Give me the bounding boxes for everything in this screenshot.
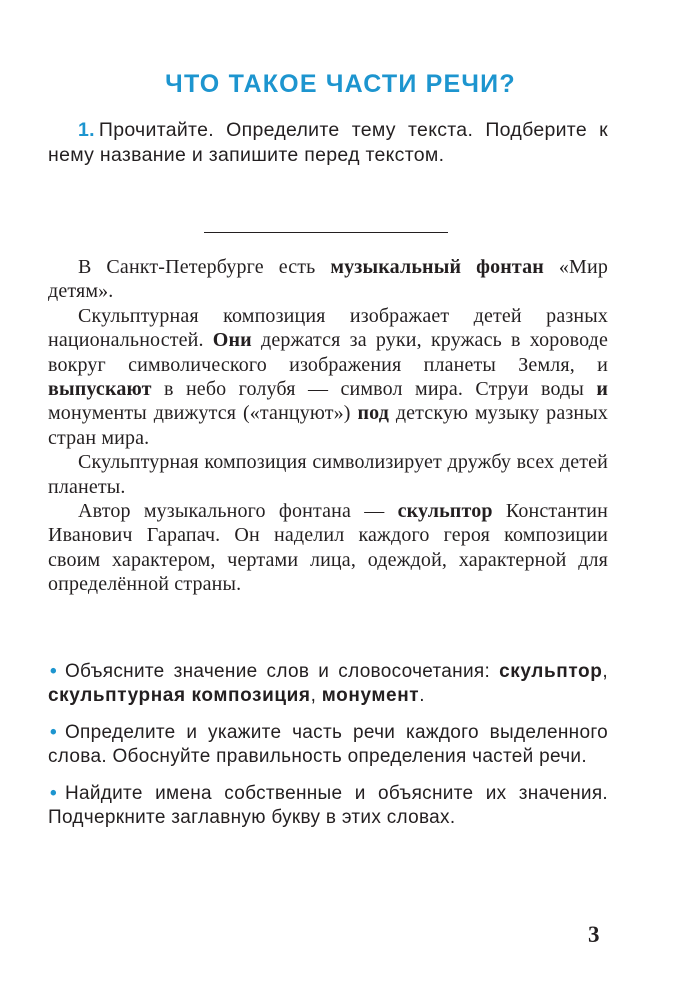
bullet-item-2 [48,721,608,770]
text-run: монументы движутся («танцуют») [48,402,358,425]
text-run: в небо голубя — символ мира. Струи воды [151,378,597,401]
text-run: Определите и укажите часть речи каждого выделенного слова. Обоснуйте правильность определения частей речи. [48,721,608,768]
story-paragraph-1 [48,255,608,304]
text-run: держатся за руки, кружась в хороводе вокруг символического изображения планеты Земля, и [48,329,608,376]
task-1 [48,118,608,168]
text-run: «Мир детям». [48,256,608,303]
highlighted-word: выпускают [48,378,152,401]
bullet-item-3 [48,782,608,831]
text-run: В Санкт-Петербурге есть [78,256,331,278]
title-answer-line [204,232,448,233]
task-text: Прочитайте. Определите тему текста. Подберите к нему название и запишите перед текстом. [48,119,608,166]
bullet-marker: • [50,782,57,804]
task-bullets [48,660,608,842]
highlighted-word: и [596,378,608,401]
bullet-item-1 [48,660,608,709]
highlighted-word: монумент [321,685,420,707]
text-run: , [310,685,322,707]
text-run: Автор музыкального фонтана — [78,500,398,523]
story-text [48,255,608,597]
text-run: Скульптурная композиция изображает детей разных национальностей. [48,304,608,352]
text-run: Константин Иванович Гарапач. Он наделил каждого героя композиции своим характером, чертами лица, одеждой, характерной для определённой страны. [48,500,608,596]
bullet-marker: • [50,661,57,682]
text-run: Найдите имена собственные и объясните их значения. Подчеркните заглавную букву в этих словах. [48,782,608,829]
story-paragraph-2 [48,304,608,450]
page-number: 3 [588,922,600,947]
highlighted-word: скульптурная композиция [48,685,311,707]
task-number: 1. [78,119,95,141]
highlighted-word: скульптор [397,500,493,523]
text-run: , [602,661,608,682]
highlighted-word: скульптор [499,661,603,682]
story-paragraph-4 [48,499,608,597]
text-run: . [419,685,425,707]
highlighted-word: под [357,402,389,425]
story-paragraph-3: Скульптурная композиция символизирует дружбу всех детей планеты. [48,451,608,498]
highlighted-word: музыкальный фонтан [330,256,544,278]
bullet-marker: • [50,721,57,743]
highlighted-word: Они [212,329,252,352]
page-title: ЧТО ТАКОЕ ЧАСТИ РЕЧИ? [165,70,516,98]
text-run: Объясните значение слов и словосочетания: [64,661,500,682]
text-run: детскую музыку разных стран мира. [48,402,608,449]
